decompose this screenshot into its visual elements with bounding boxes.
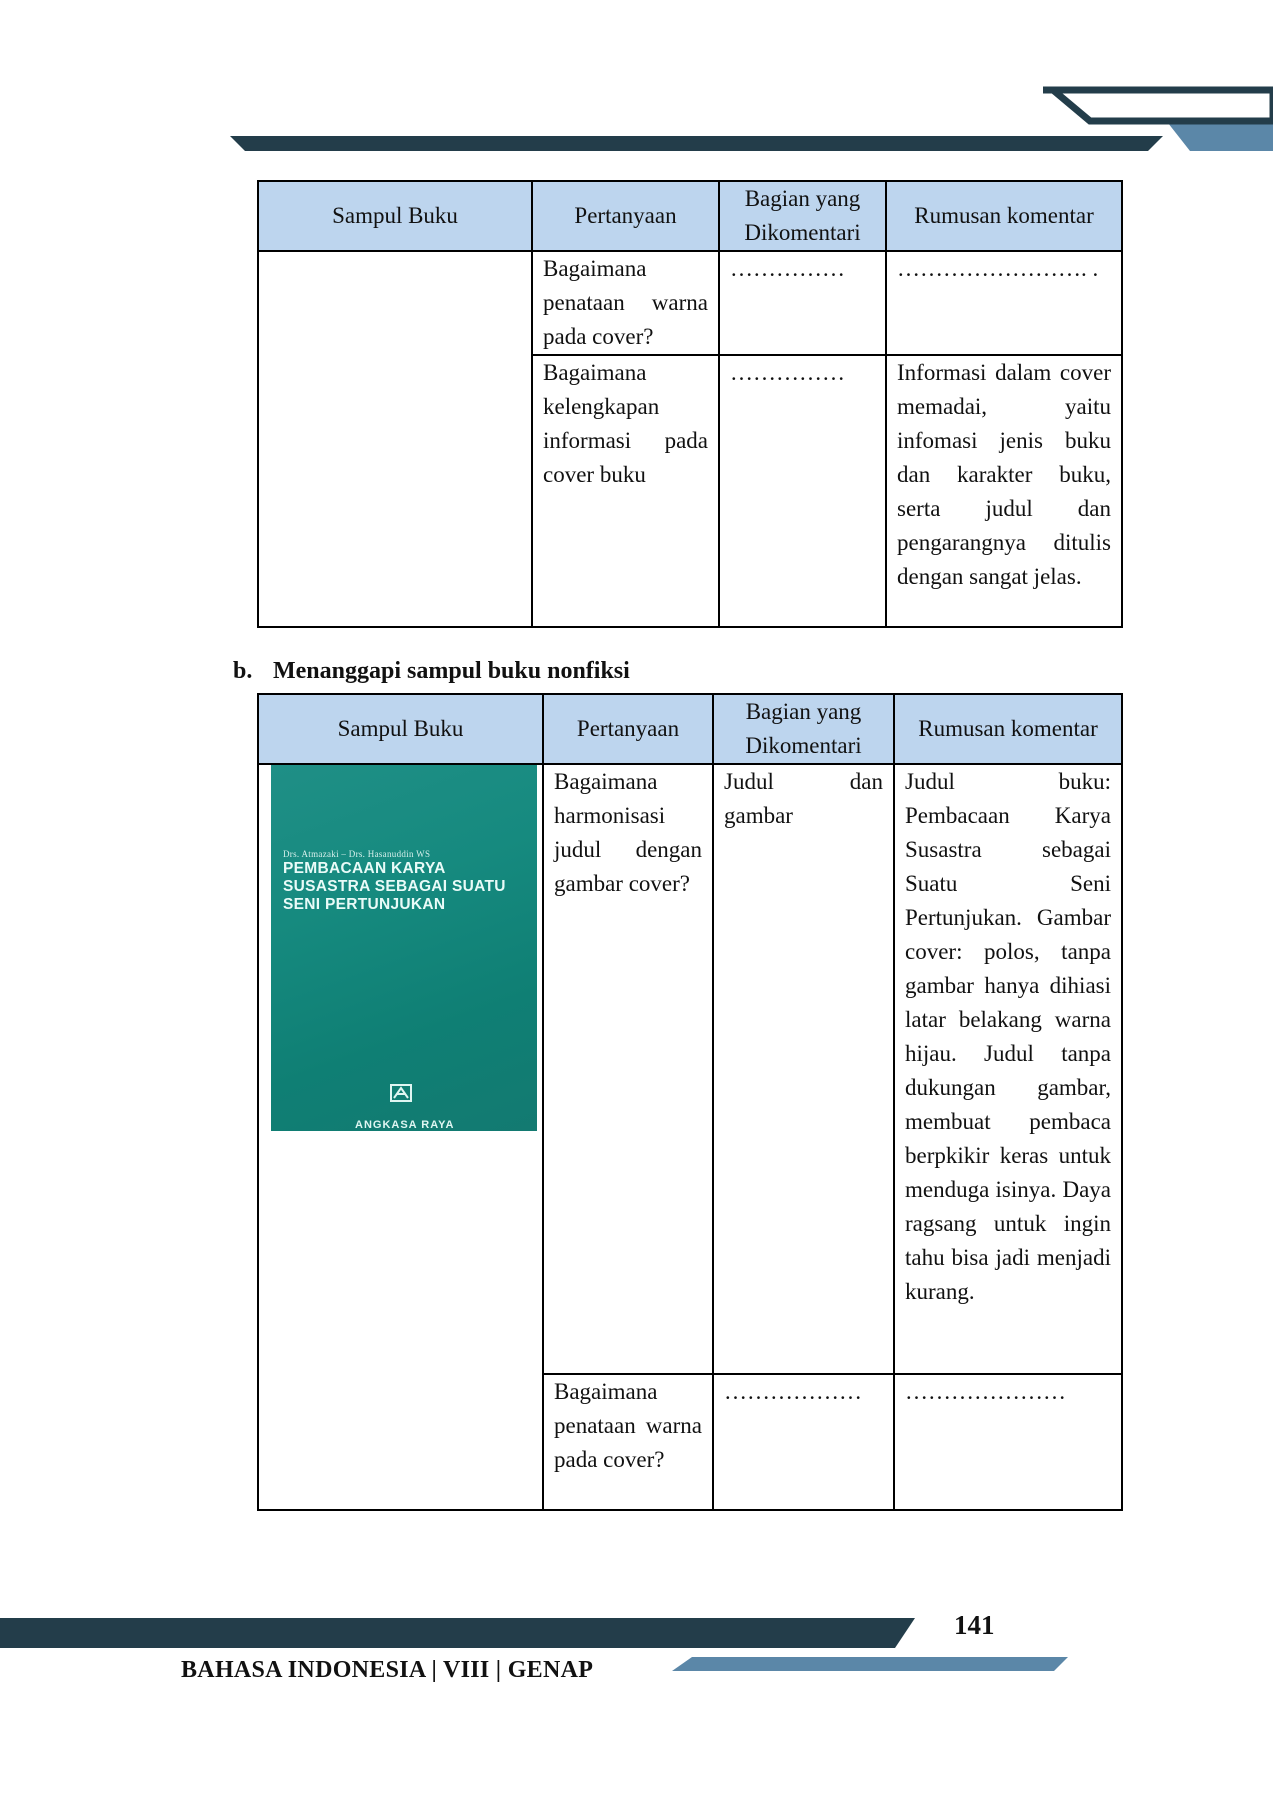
question-cell: Bagaimana penataan warna pada cover? — [532, 251, 719, 355]
header-pertanyaan: Pertanyaan — [532, 181, 719, 251]
header-rumusan-komentar: Rumusan komentar — [894, 694, 1122, 764]
footer-dark-band — [0, 1618, 915, 1648]
section-heading — [233, 658, 630, 685]
header-rumusan-komentar: Rumusan komentar — [886, 181, 1122, 251]
table-header-row — [258, 694, 1122, 764]
question-cell: Bagaimana kelengkapan informasi pada cover buku — [532, 355, 719, 627]
comment-cell: ……………………. . — [886, 251, 1122, 355]
question-cell: Bagaimana harmonisasi judul dengan gambar cover? — [543, 764, 713, 1374]
table-row — [258, 251, 1122, 355]
question-cell: Bagaimana penataan warna pada cover? — [543, 1374, 713, 1510]
page-number: 141 — [954, 1610, 995, 1640]
part-cell: ……………… — [713, 1374, 894, 1510]
footer-subject: BAHASA INDONESIA | VIII | GENAP — [181, 1657, 594, 1683]
publisher-logo-icon — [389, 1083, 413, 1103]
comment-cell: Informasi dalam cover memadai, yaitu infomasi jenis buku dan karakter buku, serta judul dan pengarangnya ditulis dengan sangat jelas. — [886, 355, 1122, 627]
part-cell: Judul dan gambar — [713, 764, 894, 1374]
comment-cell: ………………… — [894, 1374, 1122, 1510]
book-cover-image — [271, 765, 537, 1131]
table-row — [258, 764, 1122, 1374]
header-dark-band — [230, 136, 1163, 151]
comment-cell: Judul buku: Pembacaan Karya Susastra sebagai Suatu Seni Pertunjukan. Gambar cover: polos, tanpa gambar hanya dihiasi latar belakang warna hijau. Judul tanpa dukungan gambar, membuat pembaca berpkikir keras untuk menduga isinya. Daya ragsang untuk ingin tahu bisa jadi menjadi kurang. — [894, 764, 1122, 1374]
cover-cell-empty — [258, 251, 532, 627]
cover-authors: Drs. Atmazaki – Drs. Hasanuddin WS — [283, 849, 431, 859]
header-pertanyaan: Pertanyaan — [543, 694, 713, 764]
table-header-row — [258, 181, 1122, 251]
header-sampul-buku: Sampul Buku — [258, 181, 532, 251]
header-bagian-dikomentari: Bagian yang Dikomentari — [713, 694, 894, 764]
header-bagian-dikomentari: Bagian yang Dikomentari — [719, 181, 886, 251]
section-label: b. — [233, 658, 253, 684]
cover-publisher: ANGKASA RAYA — [355, 1119, 455, 1131]
cover-cell — [258, 764, 543, 1510]
header-outline-stroke — [1043, 90, 1273, 121]
header-light-band — [1168, 123, 1273, 151]
part-cell: …………… — [719, 251, 886, 355]
part-cell: …………… — [719, 355, 886, 627]
table-nonfiction — [257, 693, 1123, 1511]
table-fiction — [257, 180, 1123, 628]
footer-light-band — [672, 1657, 1068, 1671]
header-sampul-buku: Sampul Buku — [258, 694, 543, 764]
section-title: Menanggapi sampul buku nonfiksi — [273, 658, 630, 684]
cover-title: PEMBACAAN KARYA SUSASTRA SEBAGAI SUATU SENI PERTUNJUKAN — [283, 860, 506, 913]
